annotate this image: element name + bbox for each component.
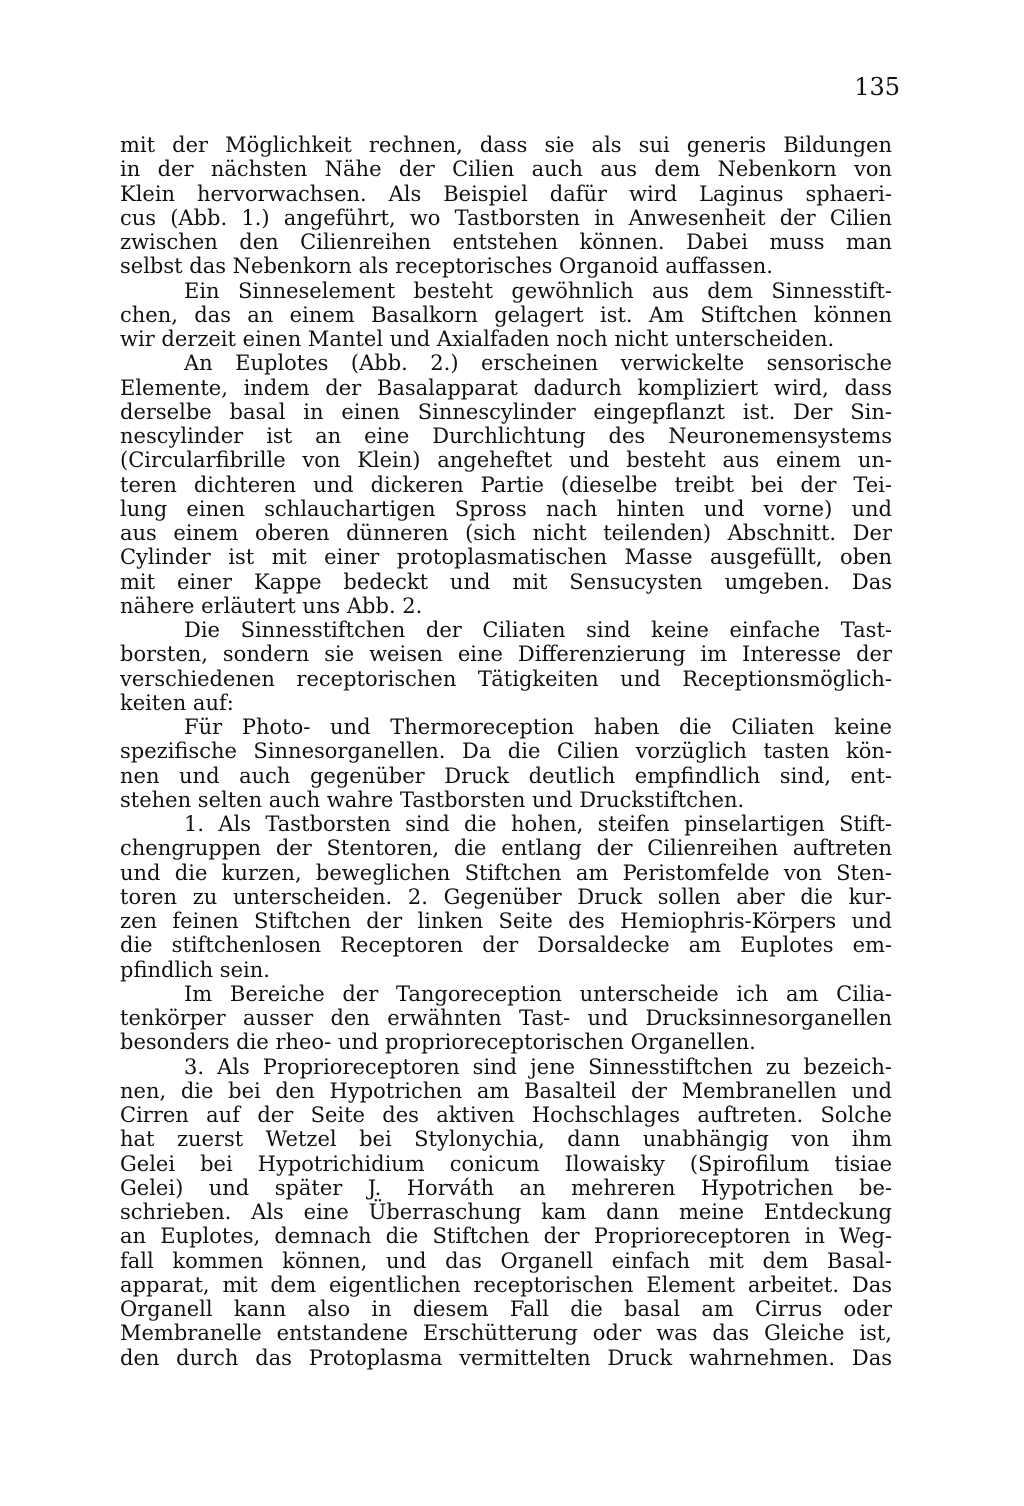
text-line: und die kurzen, beweglichen Stiftchen am Peristomfelde von Sten- [120,860,892,885]
text-line: apparat, mit dem eigentlichen receptorischen Element arbeitet. Das [120,1272,892,1297]
text-line: den durch das Protoplasma vermittelten Druck wahrnehmen. Das [120,1345,892,1370]
text-line: teren dichteren und dickeren Partie (dieselbe treibt bei der Tei- [120,472,892,497]
text-line: Elemente, indem der Basalapparat dadurch kompliziert wird, dass [120,375,892,400]
text-line: verschiedenen receptorischen Tätigkeiten und Receptionsmöglich- [120,666,892,691]
text-line: fall kommen können, und das Organell einfach mit dem Basal- [120,1248,892,1273]
text-line: Die Sinnesstiftchen der Ciliaten sind keine einfache Tast- [184,618,892,642]
text-line: Klein hervorwachsen. Als Beispiel dafür wird Laginus sphaeri- [120,181,892,206]
text-line: Organell kann also in diesem Fall die basal am Cirrus oder [120,1297,892,1321]
text-line: nen, die bei den Hypotrichen am Basalteil der Membranellen und [120,1078,892,1103]
text-line: stehen selten auch wahre Tastborsten und Druckstiftchen. [120,787,745,812]
text-line: hat zuerst Wetzel bei Stylonychia, dann unabhängig von ihm [120,1127,892,1152]
text-line: in der nächsten Nähe der Cilien auch aus dem Nebenkorn von [120,157,892,182]
text-line: an Euplotes, demnach die Stiftchen der Proprioreceptoren in Weg- [120,1224,892,1249]
text-line: nescylinder ist an eine Durchlichtung des Neuronemensystems [120,424,892,448]
text-line: toren zu unterscheiden. 2. Gegenüber Druck sollen aber die kur- [120,884,892,909]
body-text [120,133,892,1370]
text-line: Für Photo- und Thermoreception haben die Ciliaten keine [184,715,892,739]
text-line: Gelei) und später J. Horváth an mehreren Hypotrichen be- [120,1175,892,1200]
text-line: aus einem oberen dünneren (sich nicht teilenden) Abschnitt. Der [120,521,892,545]
text-line: 1. Als Tastborsten sind die hohen, steifen pinselartigen Stift- [184,812,892,836]
text-line: mit der Möglichkeit rechnen, dass sie als sui generis Bildungen [120,133,892,157]
text-line: chen, das an einem Basalkorn gelagert ist. Am Stiftchen können [120,302,892,327]
text-line: zen feinen Stiftchen der linken Seite des Hemiophris-Körpers und [120,909,892,933]
text-line: keiten auf: [120,690,234,715]
text-line: mit einer Kappe bedeckt und mit Sensucysten umgeben. Das [120,569,892,594]
text-line: Gelei bei Hypotrichidium conicum Ilowaisky (Spirofilum tisiae [120,1151,892,1176]
text-line: selbst das Nebenkorn als receptorisches Organoid auffassen. [120,254,773,279]
text-line: Cylinder ist mit einer protoplasmatischen Masse ausgefüllt, oben [120,545,892,570]
text-line: schrieben. Als eine Überraschung kam dann meine Entdeckung [120,1200,892,1224]
text-line: Im Bereiche der Tangoreception unterscheide ich am Cilia- [184,981,892,1006]
text-line: spezifische Sinnesorganellen. Da die Cilien vorzüglich tasten kön- [120,739,892,764]
text-line: (Circularfibrille von Klein) angeheftet und besteht aus einem un- [120,448,892,473]
text-line: Cirren auf der Seite des aktiven Hochschlages auftreten. Solche [120,1103,892,1127]
text-line: nen und auch gegenüber Druck deutlich empfindlich sind, ent- [120,763,892,788]
text-line: cus (Abb. 1.) angeführt, wo Tastborsten in Anwesenheit der Cilien [120,205,892,230]
text-line: nähere erläutert uns Abb. 2. [120,593,423,618]
text-line: chengruppen der Stentoren, die entlang der Cilienreihen auftreten [120,836,892,861]
text-line: tenkörper ausser den erwähnten Tast- und Drucksinnesorganellen [120,1006,892,1030]
text-line: zwischen den Cilienreihen entstehen können. Dabei muss man [120,230,892,254]
text-line: lung einen schlauchartigen Spross nach hinten und vorne) und [120,496,892,521]
text-line: pfindlich sein. [120,957,270,982]
text-line: derselbe basal in einen Sinnescylinder eingepflanzt ist. Der Sin- [120,399,892,424]
text-line: Membranelle entstandene Erschütterung oder was das Gleiche ist, [120,1321,892,1346]
text-line: die stiftchenlosen Receptoren der Dorsaldecke am Euplotes em- [120,933,892,958]
text-line: Ein Sinneselement besteht gewöhnlich aus dem Sinnesstift- [184,278,892,303]
text-line: besonders die rheo- und proprioreceptorischen Organellen. [120,1030,756,1055]
text-line: wir derzeit einen Mantel und Axialfaden noch nicht unterscheiden. [120,327,835,351]
text-line: An Euplotes (Abb. 2.) erscheinen verwickelte sensorische [184,351,892,376]
page-number: 135 [854,73,900,101]
text-line: borsten, sondern sie weisen eine Differenzierung im Interesse der [120,642,892,667]
text-line: 3. Als Proprioreceptoren sind jene Sinnesstiftchen zu bezeich- [184,1054,892,1079]
